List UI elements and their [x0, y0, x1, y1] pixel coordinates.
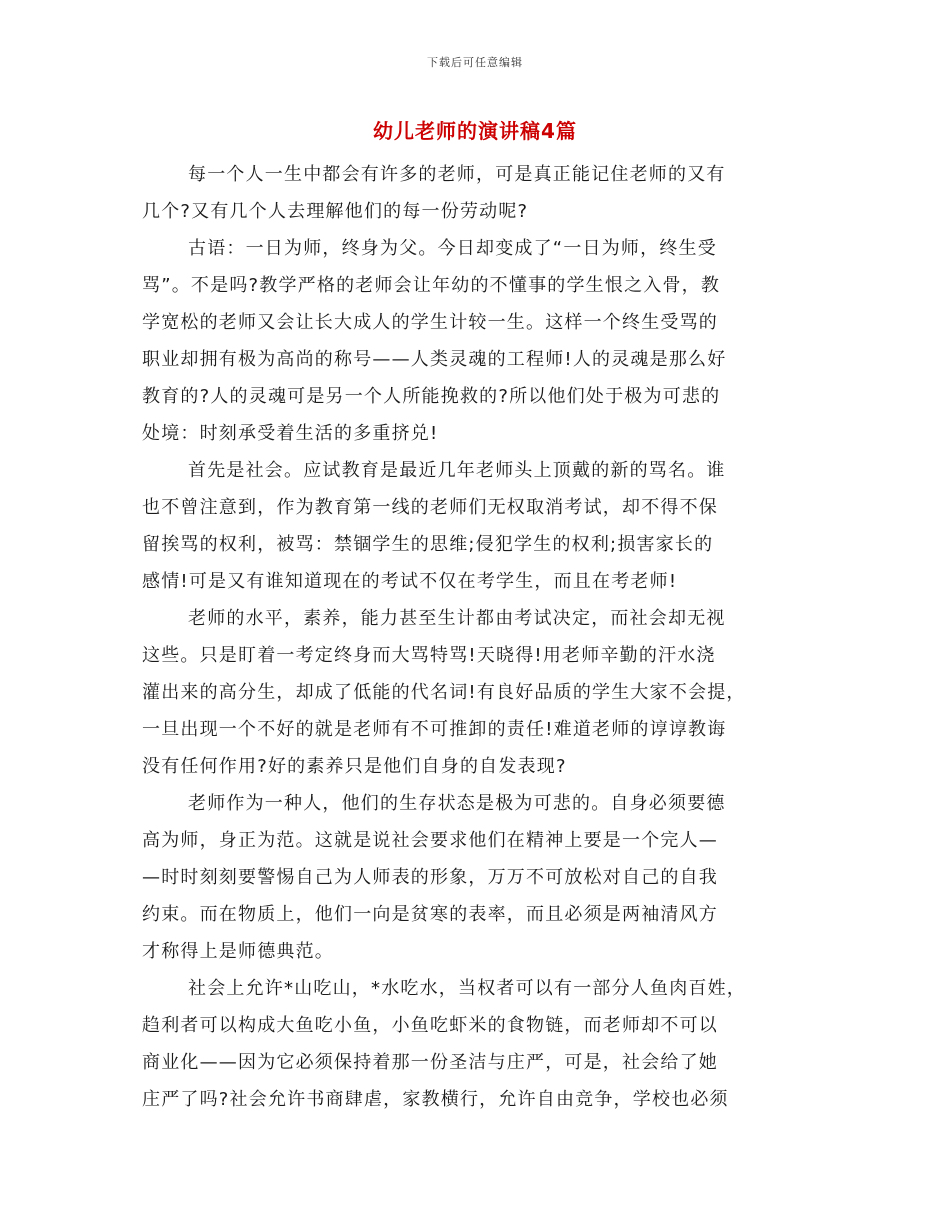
paragraph-line: 约束。而在物质上，他们一向是贫寒的表率，而且必须是两袖清风方 [142, 904, 718, 925]
paragraph-line: 骂”。不是吗?教学严格的老师会让年幼的不懂事的学生恨之入骨，教 [142, 275, 721, 296]
paragraph-line: 职业却拥有极为高尚的称号——人类灵魂的工程师!人的灵魂是那么好 [142, 349, 727, 370]
paragraph-line: 几个?又有几个人去理解他们的每一份劳动呢? [142, 201, 529, 222]
paragraph-line: 商业化——因为它必须保持着那一份圣洁与庄严，可是，社会给了她 [142, 1052, 718, 1073]
paragraph-line: 老师的水平，素养，能力甚至生计都由考试决定，而社会却无视 [188, 608, 726, 629]
paragraph-line: 学宽松的老师又会让长大成人的学生计较一生。这样一个终生受骂的 [142, 312, 718, 333]
paragraph-line: 古语：一日为师，终身为父。今日却变成了“一日为师，终生受 [188, 238, 717, 259]
paragraph-line: 趋利者可以构成大鱼吃小鱼，小鱼吃虾米的食物链，而老师却不可以 [142, 1015, 718, 1036]
paragraph-line: 这些。只是盯着一考定终身而大骂特骂!天晓得!用老师辛勤的汗水浇 [142, 645, 716, 666]
page-header-note: 下载后可任意编辑 [427, 56, 523, 69]
paragraph-line: 教育的?人的灵魂可是另一个人所能挽救的?所以他们处于极为可悲的 [142, 386, 721, 407]
paragraph-line: 才称得上是师德典范。 [142, 941, 334, 962]
paragraph-line: 灌出来的高分生，却成了低能的代名词!有良好品质的学生大家不会提， [142, 682, 746, 703]
paragraph-line: 社会上允许*山吃山，*水吃水，当权者可以有一部分人鱼肉百姓， [188, 978, 746, 999]
paragraph-line: 也不曾注意到，作为教育第一线的老师们无权取消考试，却不得不保 [142, 497, 718, 518]
paragraph-line: 没有任何作用?好的素养只是他们自身的自发表现? [142, 756, 567, 777]
paragraph-line: 处境：时刻承受着生活的多重挤兑! [142, 423, 439, 444]
document-body [142, 156, 802, 1118]
document-title: 幼儿老师的演讲稿4篇 [373, 119, 577, 143]
paragraph-line: 老师作为一种人，他们的生存状态是极为可悲的。自身必须要德 [188, 793, 726, 814]
paragraph-line: 一旦出现一个不好的就是老师有不可推卸的责任!难道老师的谆谆教诲 [142, 719, 727, 740]
paragraph-line: 留挨骂的权利，被骂：禁锢学生的思维;侵犯学生的权利;损害家长的 [142, 534, 714, 555]
paragraph-line: 每一个人一生中都会有许多的老师，可是真正能记住老师的又有 [188, 164, 726, 185]
paragraph-line: 首先是社会。应试教育是最近几年老师头上顶戴的新的骂名。谁 [188, 460, 726, 481]
paragraph-line: 庄严了吗?社会允许书商肆虐，家教横行，允许自由竞争，学校也必须 [142, 1089, 729, 1110]
paragraph-line: —时时刻刻要警惕自己为人师表的形象，万万不可放松对自己的自我 [142, 867, 718, 888]
paragraph-line: 感情!可是又有谁知道现在的考试不仅在考学生，而且在考老师! [142, 571, 678, 592]
paragraph-line: 高为师，身正为范。这就是说社会要求他们在精神上要是一个完人— [142, 830, 718, 851]
